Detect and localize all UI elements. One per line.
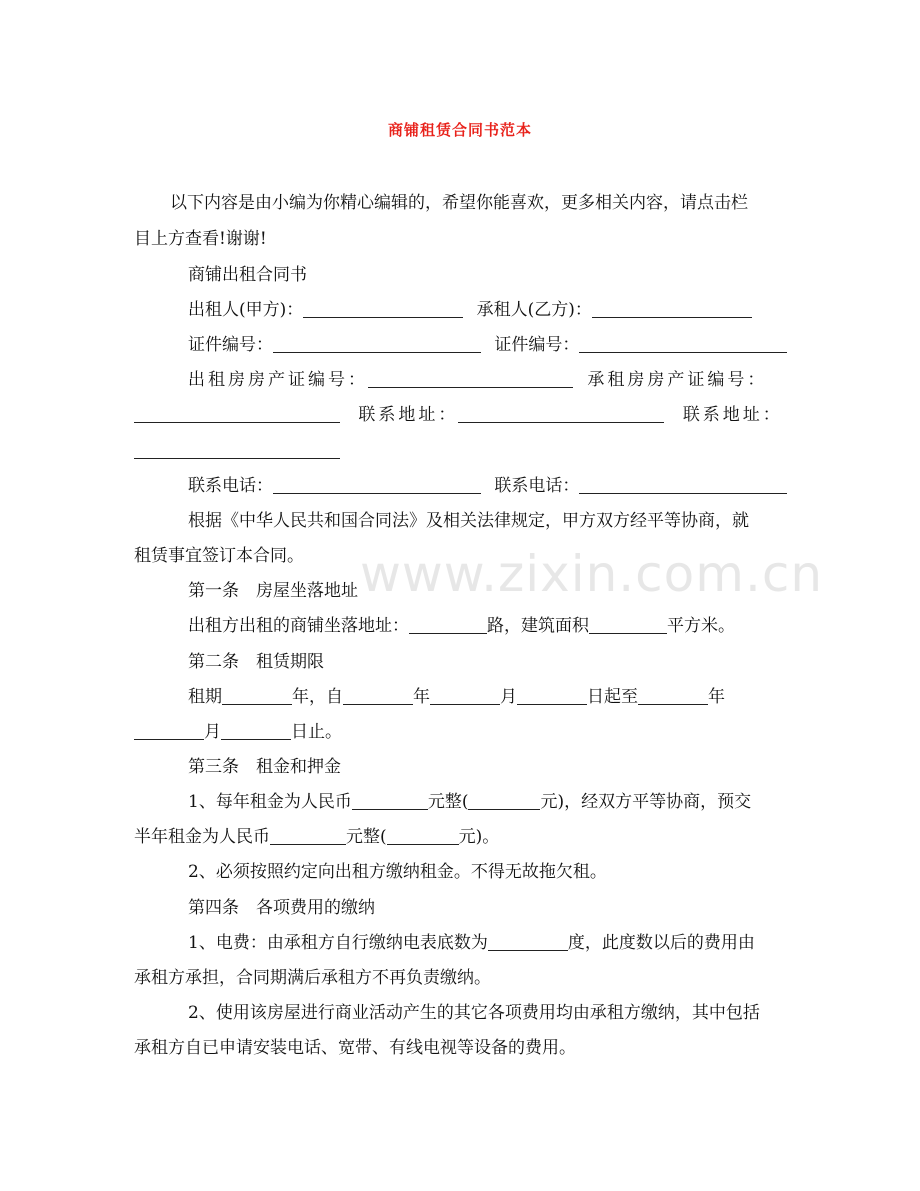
road-blank[interactable] (409, 616, 487, 634)
art2-g: 月 (204, 722, 221, 742)
end-year-blank[interactable] (638, 687, 708, 705)
lessee-name-blank[interactable] (592, 300, 752, 318)
article-1-text (188, 615, 790, 637)
lessor-id-blank[interactable] (273, 335, 481, 353)
art2-b: 年，自 (292, 687, 343, 707)
article-4-p2-line-1: 2、使用该房屋进行商业活动产生的其它各项费用均由承租方缴纳，其中包括 (188, 1003, 760, 1023)
art2-e: 日起至 (587, 687, 638, 707)
watermark: www.zixin.com.cn (360, 545, 824, 603)
annual-rent-blank[interactable] (352, 792, 428, 810)
end-day-blank[interactable] (221, 722, 291, 740)
lessor-cert-blank[interactable] (368, 370, 573, 388)
article-2-line-1 (188, 686, 790, 708)
article-4-p1-line-1 (188, 932, 790, 954)
document-title: 商铺租赁合同书范本 (387, 121, 532, 139)
art2-c: 年 (413, 687, 430, 707)
art3-p1-e: 元整( (346, 827, 387, 847)
art2-a: 租期 (188, 687, 222, 707)
meter-reading-blank[interactable] (488, 933, 568, 951)
article-3-heading: 第三条 租金和押金 (188, 757, 341, 777)
annual-rent-upper-blank[interactable] (468, 792, 540, 810)
article-4-p1-line-2: 承租方承担，合同期满后承租方不再负责缴纳。 (134, 968, 491, 988)
prepay-rent-upper-blank[interactable] (387, 827, 459, 845)
lessor-phone-blank[interactable] (273, 476, 481, 494)
lessor-address-blank[interactable] (458, 405, 664, 423)
lessor-id-label: 证件编号： (188, 335, 273, 355)
end-month-blank[interactable] (134, 722, 204, 740)
lessee-address-blank[interactable] (134, 441, 340, 459)
address-line (134, 404, 790, 426)
prepay-rent-blank[interactable] (270, 827, 346, 845)
lessor-name-blank[interactable] (303, 300, 463, 318)
property-cert-line (188, 369, 790, 391)
phone-line (188, 475, 790, 497)
art2-d: 月 (500, 687, 517, 707)
start-year-blank[interactable] (343, 687, 413, 705)
preamble-line-1: 根据《中华人民共和国合同法》及相关法律规定，甲方双方经平等协商，就 (188, 511, 749, 531)
art3-p1-d: 半年租金为人民币 (134, 827, 270, 847)
lessee-phone-blank[interactable] (579, 476, 787, 494)
article-3-p2: 2、必须按照约定向出租方缴纳租金。不得无故拖欠租。 (188, 862, 607, 882)
art3-p1-c: 元)，经双方平等协商，预交 (540, 792, 752, 812)
art4-p1-b: 度，此度数以后的费用由 (567, 933, 755, 953)
doc-heading: 商铺出租合同书 (188, 265, 307, 285)
art1-text-a: 出租方出租的商铺坐落地址： (188, 616, 409, 636)
article-3-p1-line-1 (188, 791, 790, 813)
intro-line-1: 以下内容是由小编为你精心编辑的，希望你能喜欢，更多相关内容，请点击栏 (170, 193, 748, 213)
article-2-line-2 (134, 721, 790, 743)
lessee-address-label: 联系地址： (682, 405, 783, 425)
article-3-p1-line-2 (134, 826, 790, 848)
preamble-line-2: 租赁事宜签订本合同。 (134, 546, 304, 566)
article-4-heading: 第四条 各项费用的缴纳 (188, 898, 375, 918)
art1-text-b: 路，建筑面积 (487, 616, 589, 636)
intro-line-2: 目上方查看!谢谢! (134, 229, 267, 249)
lessor-label: 出租人(甲方)： (188, 300, 304, 320)
start-month-blank[interactable] (430, 687, 500, 705)
party-names-line (188, 299, 790, 321)
lessee-id-label: 证件编号： (494, 335, 580, 355)
lessor-address-label: 联系地址： (358, 405, 459, 425)
lessor-cert-label: 出租房房产证编号： (188, 370, 368, 390)
art3-p1-f: 元)。 (458, 827, 500, 847)
start-day-blank[interactable] (517, 687, 587, 705)
art3-p1-a: 1、每年租金为人民币 (188, 792, 352, 812)
art3-p1-b: 元整( (427, 792, 469, 812)
art2-f: 年 (708, 687, 725, 707)
art4-p1-a: 1、电费：由承租方自行缴纳电表底数为 (188, 933, 488, 953)
area-blank[interactable] (589, 616, 667, 634)
lessee-label: 承租人(乙方)： (476, 300, 592, 320)
term-years-blank[interactable] (222, 687, 292, 705)
id-number-line (188, 334, 790, 356)
address-continuation-line (134, 440, 790, 462)
article-2-heading: 第二条 租赁期限 (188, 652, 324, 672)
lessee-cert-blank[interactable] (134, 405, 340, 423)
lessee-id-blank[interactable] (579, 335, 787, 353)
lessor-phone-label: 联系电话： (188, 476, 273, 496)
lessee-phone-label: 联系电话： (494, 476, 580, 496)
art2-h: 日止。 (291, 722, 342, 742)
art1-text-c: 平方米。 (667, 616, 735, 636)
article-1-heading: 第一条 房屋坐落地址 (188, 581, 358, 601)
lessee-cert-label: 承租房房产证编号： (587, 370, 768, 390)
article-4-p2-line-2: 承租方自已申请安装电话、宽带、有线电视等设备的费用。 (134, 1038, 576, 1058)
